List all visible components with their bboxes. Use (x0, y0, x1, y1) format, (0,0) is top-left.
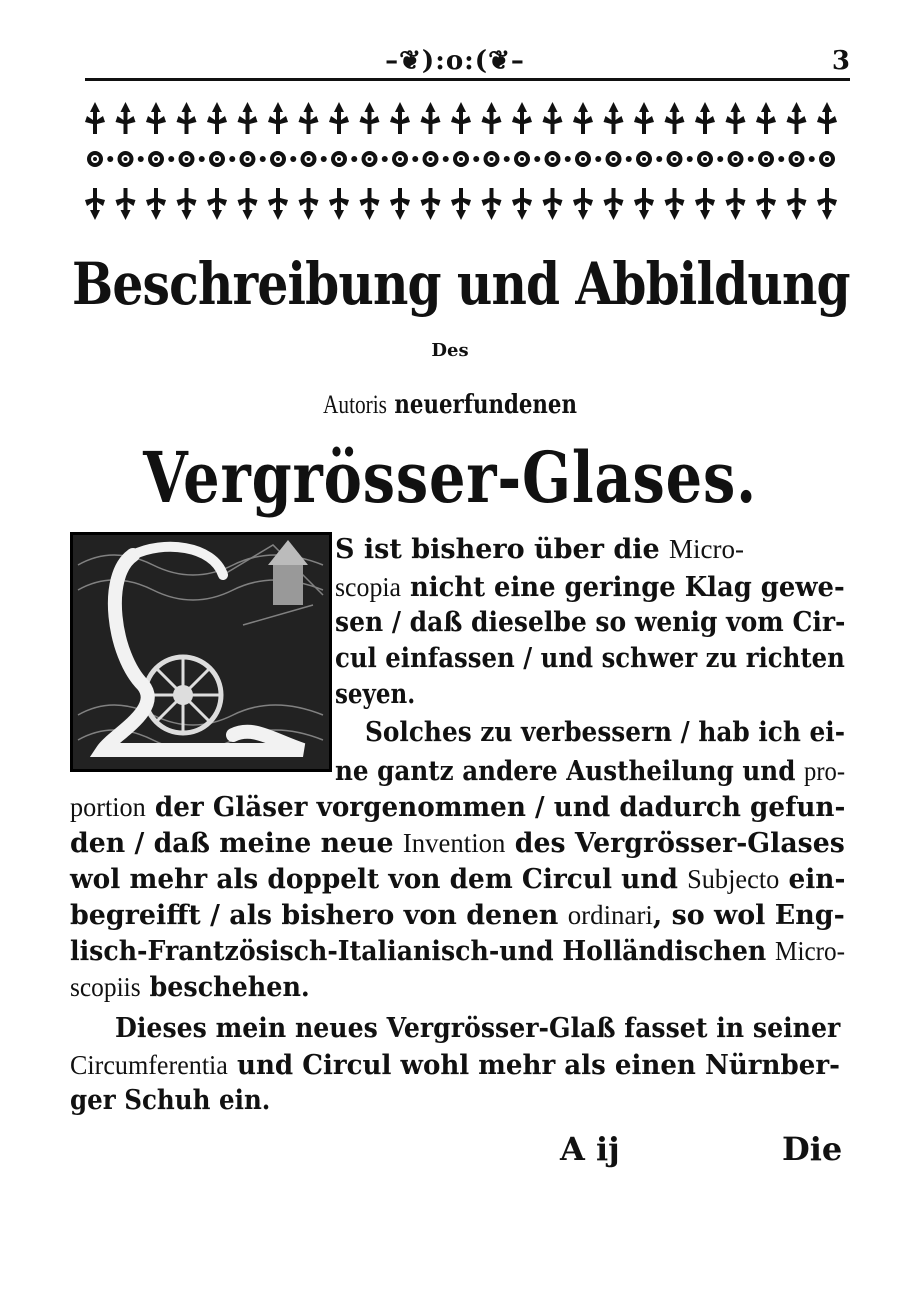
border-fleur (634, 102, 654, 134)
border-fleur (482, 188, 502, 220)
border-rosette (301, 151, 317, 167)
border-fleur (299, 188, 319, 220)
border-dot (656, 156, 662, 162)
border-fleur (817, 188, 837, 220)
border-fleur (177, 188, 197, 220)
border-fleur (512, 188, 532, 220)
border-fleur (726, 102, 746, 134)
border-fleur (207, 188, 227, 220)
border-fleur (604, 102, 624, 134)
border-dot (290, 156, 296, 162)
fraktur-text: beschehen. (140, 972, 310, 1003)
border-rosette (667, 151, 683, 167)
fraktur-text: seyen. (335, 679, 416, 710)
text-line (335, 642, 845, 676)
border-fleur (299, 102, 319, 134)
border-dot (229, 156, 235, 162)
border-fleur (665, 188, 685, 220)
border-fleur (329, 188, 349, 220)
border-rosette (606, 151, 622, 167)
fraktur-text: ger Schuh ein. (70, 1085, 271, 1116)
border-dot (260, 156, 266, 162)
text-line (70, 970, 310, 1005)
border-dot (382, 156, 388, 162)
border-rosette (819, 151, 835, 167)
border-dot (595, 156, 601, 162)
border-fleur (451, 102, 471, 134)
fraktur-text: lisch-Frantzösisch-Italianisch-und Holländischen (70, 936, 776, 967)
decorative-border-band (80, 86, 850, 236)
border-dot (351, 156, 357, 162)
border-fleur (604, 188, 624, 220)
text-line (70, 790, 845, 825)
border-fleur (390, 102, 410, 134)
border-fleur (207, 102, 227, 134)
border-rosette (392, 151, 408, 167)
fraktur-text: cul einfassen / und schwer zu richten (335, 643, 845, 674)
fraktur-text: sen / daß dieselbe so wenig vom Cir- (335, 607, 846, 638)
border-rosette (453, 151, 469, 167)
text-line (335, 678, 415, 712)
border-dot (199, 156, 205, 162)
border-fleur (634, 188, 654, 220)
border-fleur (543, 102, 563, 134)
border-fleur (543, 188, 563, 220)
text-line (335, 532, 744, 567)
latin-word: Invention (402, 828, 506, 858)
text-line (365, 716, 845, 750)
latin-word: Subjecto (687, 864, 780, 894)
border-dot (473, 156, 479, 162)
border-dot (809, 156, 815, 162)
border-fleur (238, 188, 258, 220)
border-rosette (87, 151, 103, 167)
latin-word: Micro- (669, 534, 745, 564)
border-rosette (148, 151, 164, 167)
latin-word: portion (70, 792, 146, 822)
fraktur-text: begreifft / als bishero von denen (70, 900, 568, 931)
text-line (70, 1048, 840, 1083)
border-fleur (787, 188, 807, 220)
text-line (335, 606, 845, 640)
border-rosette (484, 151, 500, 167)
border-fleur (177, 102, 197, 134)
border-fleur (573, 188, 593, 220)
border-rosette (575, 151, 591, 167)
border-fleur (695, 188, 715, 220)
page-header (85, 42, 850, 92)
border-dot (107, 156, 113, 162)
border-fleur (421, 188, 441, 220)
fraktur-text: Dieses mein neues Vergrösser-Glaß fasset in seiner (115, 1013, 841, 1044)
border-rosette (636, 151, 652, 167)
border-dot (534, 156, 540, 162)
header-ornament: –❦):o:(❦– (385, 46, 525, 76)
border-fleur (116, 188, 136, 220)
fraktur-text: nicht eine geringe Klag gewe- (401, 572, 845, 603)
header-rule (85, 78, 850, 81)
border-fleur (695, 102, 715, 134)
fraktur-text: und Circul wohl mehr als einen Nürnber- (227, 1050, 840, 1081)
latin-word: pro- (804, 756, 846, 786)
latin-word: scopia (335, 572, 402, 602)
subtitle-des: Des (431, 340, 469, 361)
border-rosette (789, 151, 805, 167)
woodcut-illustration (73, 535, 329, 769)
border-fleur (573, 102, 593, 134)
border-rosette (545, 151, 561, 167)
signature-mark: A ij (560, 1130, 620, 1168)
fraktur-text: Solches zu verbessern / hab ich ei- (365, 717, 845, 748)
text-line (335, 570, 845, 605)
border-fleur (146, 102, 166, 134)
border-fleur (146, 188, 166, 220)
border-dot (565, 156, 571, 162)
border-dot (748, 156, 754, 162)
fraktur-text: des Vergrösser-Glases (505, 828, 845, 859)
border-dot (443, 156, 449, 162)
text-line (70, 826, 845, 861)
border-rosette (331, 151, 347, 167)
border-rosette (362, 151, 378, 167)
border-fleur (482, 102, 502, 134)
text-line (70, 898, 845, 933)
border-dot (504, 156, 510, 162)
border-fleur (329, 102, 349, 134)
border-dot (138, 156, 144, 162)
border-fleur (360, 188, 380, 220)
latin-word: Micro- (775, 936, 846, 966)
text-line (70, 862, 845, 897)
border-dot (168, 156, 174, 162)
border-rosette (423, 151, 439, 167)
border-fleur (756, 102, 776, 134)
border-rosette (697, 151, 713, 167)
subtitle-autoris (81, 390, 819, 420)
border-fleur (512, 102, 532, 134)
text-line (335, 754, 845, 789)
border-rosette (240, 151, 256, 167)
border-fleur (360, 102, 380, 134)
autoris-german: neuerfundenen (394, 390, 577, 420)
border-fleur (817, 102, 837, 134)
fraktur-text: ein- (779, 864, 846, 895)
border-rosette (514, 151, 530, 167)
border-fleur (756, 188, 776, 220)
latin-word: Circumferentia (70, 1050, 228, 1080)
page-title: Beschreibung und Abbildung (72, 250, 850, 318)
border-rosette (758, 151, 774, 167)
fraktur-text: der Gläser vorgenommen / und dadurch gefun- (145, 792, 846, 823)
border-fleur (665, 102, 685, 134)
border-fleur (787, 102, 807, 134)
autoris-latin: Autoris (323, 390, 387, 419)
border-rosette (209, 151, 225, 167)
border-rosette (179, 151, 195, 167)
border-dot (626, 156, 632, 162)
text-line (70, 1084, 270, 1118)
border-dot (412, 156, 418, 162)
border-dot (717, 156, 723, 162)
latin-word: ordinari (567, 900, 653, 930)
catchword: Die (782, 1130, 843, 1168)
border-fleur (268, 188, 288, 220)
border-rosette (728, 151, 744, 167)
border-fleur (726, 188, 746, 220)
text-line (70, 934, 845, 969)
page-number: 3 (831, 46, 850, 76)
border-fleur (390, 188, 410, 220)
main-heading: Vergrösser-Glases. (143, 436, 757, 519)
fraktur-text: , so wol Eng- (652, 900, 845, 931)
border-fleur (421, 102, 441, 134)
fraktur-text: ne gantz andere Austheilung und (335, 756, 805, 787)
border-fleur (85, 102, 105, 134)
latin-word: scopiis (70, 972, 141, 1002)
fraktur-text: S ist bishero über die (335, 534, 670, 565)
text-line (115, 1012, 840, 1046)
border-fleur (116, 102, 136, 134)
fraktur-text: den / daß meine neue (70, 828, 403, 859)
border-fleur (85, 188, 105, 220)
border-dot (687, 156, 693, 162)
border-fleur (238, 102, 258, 134)
border-rosette (118, 151, 134, 167)
border-fleur (451, 188, 471, 220)
border-fleur (268, 102, 288, 134)
border-dot (778, 156, 784, 162)
border-dot (321, 156, 327, 162)
woodcut-initial (70, 532, 332, 772)
fraktur-text: wol mehr als doppelt von dem Circul und (70, 864, 688, 895)
border-rosette (270, 151, 286, 167)
